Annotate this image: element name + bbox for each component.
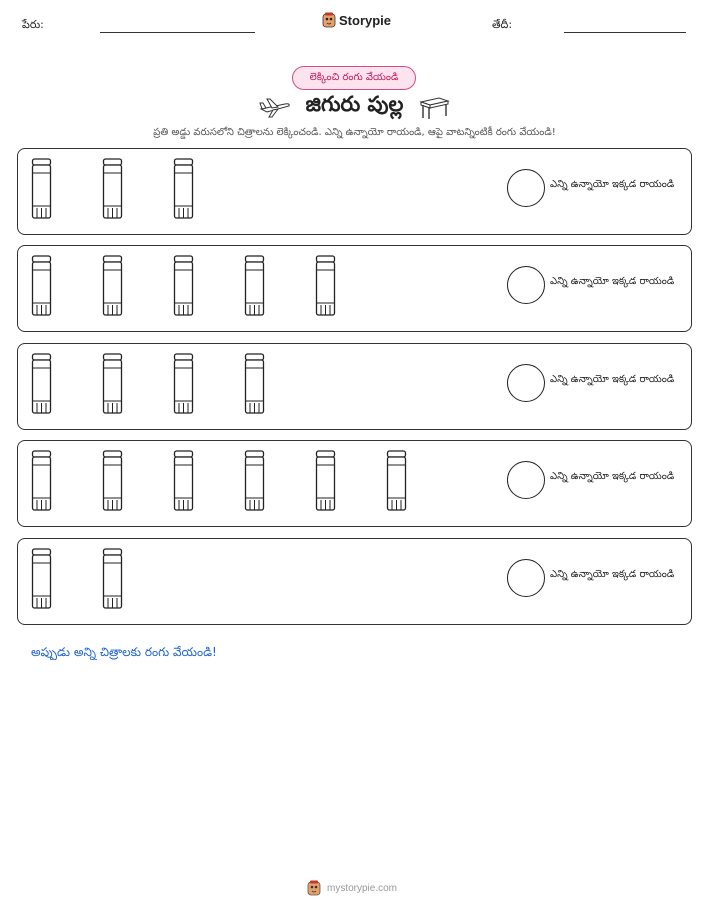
glue-stick-icon	[244, 353, 265, 415]
glue-stick-icon	[244, 450, 265, 512]
answer-circle[interactable]	[507, 364, 545, 402]
answer-label: ఎన్ని ఉన్నాయో ఇక్కడ రాయండి	[550, 374, 675, 385]
counting-row	[17, 440, 692, 527]
glue-stick-icon	[173, 255, 194, 317]
glue-stick-icon	[31, 450, 52, 512]
name-label: పేరు:	[22, 18, 44, 31]
glue-stick-icon	[31, 158, 52, 220]
date-label: తేదీ:	[492, 18, 513, 31]
glue-stick-icon	[102, 353, 123, 415]
brand	[322, 12, 391, 28]
answer-circle[interactable]	[507, 266, 545, 304]
storypie-logo-icon	[322, 12, 336, 28]
answer-circle[interactable]	[507, 461, 545, 499]
footer-site: mystorypie.com	[327, 882, 398, 894]
glue-stick-icon	[386, 450, 407, 512]
footer-instruction: అప్పుడు అన్ని చిత్రాలకు రంగు వేయండి!	[31, 645, 217, 659]
answer-label: ఎన్ని ఉన్నాయో ఇక్కడ రాయండి	[550, 276, 675, 287]
glue-stick-icon	[31, 548, 52, 610]
answer-label: ఎన్ని ఉన్నాయో ఇక్కడ రాయండి	[550, 569, 675, 580]
name-line[interactable]	[100, 32, 255, 33]
answer-circle[interactable]	[507, 169, 545, 207]
answer-label: ఎన్ని ఉన్నాయో ఇక్కడ రాయండి	[550, 179, 675, 190]
badge-label: లెక్కించి రంగు వేయండి	[309, 72, 399, 83]
title-row	[0, 92, 709, 122]
counting-row	[17, 148, 692, 235]
glue-stick-icon	[102, 548, 123, 610]
page-title: జిగురు పుల్ల	[305, 92, 404, 116]
footer-brand	[307, 880, 397, 896]
brand-name: Storypie	[339, 12, 392, 28]
glue-stick-icon	[244, 255, 265, 317]
answer-label: ఎన్ని ఉన్నాయో ఇక్కడ రాయండి	[550, 471, 675, 482]
activity-badge	[292, 66, 416, 90]
glue-stick-icon	[102, 255, 123, 317]
airplane-icon	[258, 93, 292, 121]
glue-stick-icon	[173, 158, 194, 220]
counting-row	[17, 245, 692, 332]
glue-stick-icon	[173, 353, 194, 415]
glue-stick-icon	[173, 450, 194, 512]
counting-row	[17, 343, 692, 430]
glue-stick-icon	[31, 255, 52, 317]
glue-stick-icon	[315, 255, 336, 317]
glue-stick-icon	[31, 353, 52, 415]
counting-row	[17, 538, 692, 625]
storypie-logo-icon	[307, 880, 321, 896]
date-line[interactable]	[564, 32, 686, 33]
answer-circle[interactable]	[507, 559, 545, 597]
desk-icon	[417, 93, 451, 121]
glue-stick-icon	[102, 450, 123, 512]
glue-stick-icon	[315, 450, 336, 512]
instructions: ప్రతి అడ్డు వరుసలోని చిత్రాలను లెక్కించండి. ఎన్ని ఉన్నాయో రాయండి, ఆపై వాటన్నింటికీ రంగు వేయండి!	[153, 127, 556, 138]
glue-stick-icon	[102, 158, 123, 220]
